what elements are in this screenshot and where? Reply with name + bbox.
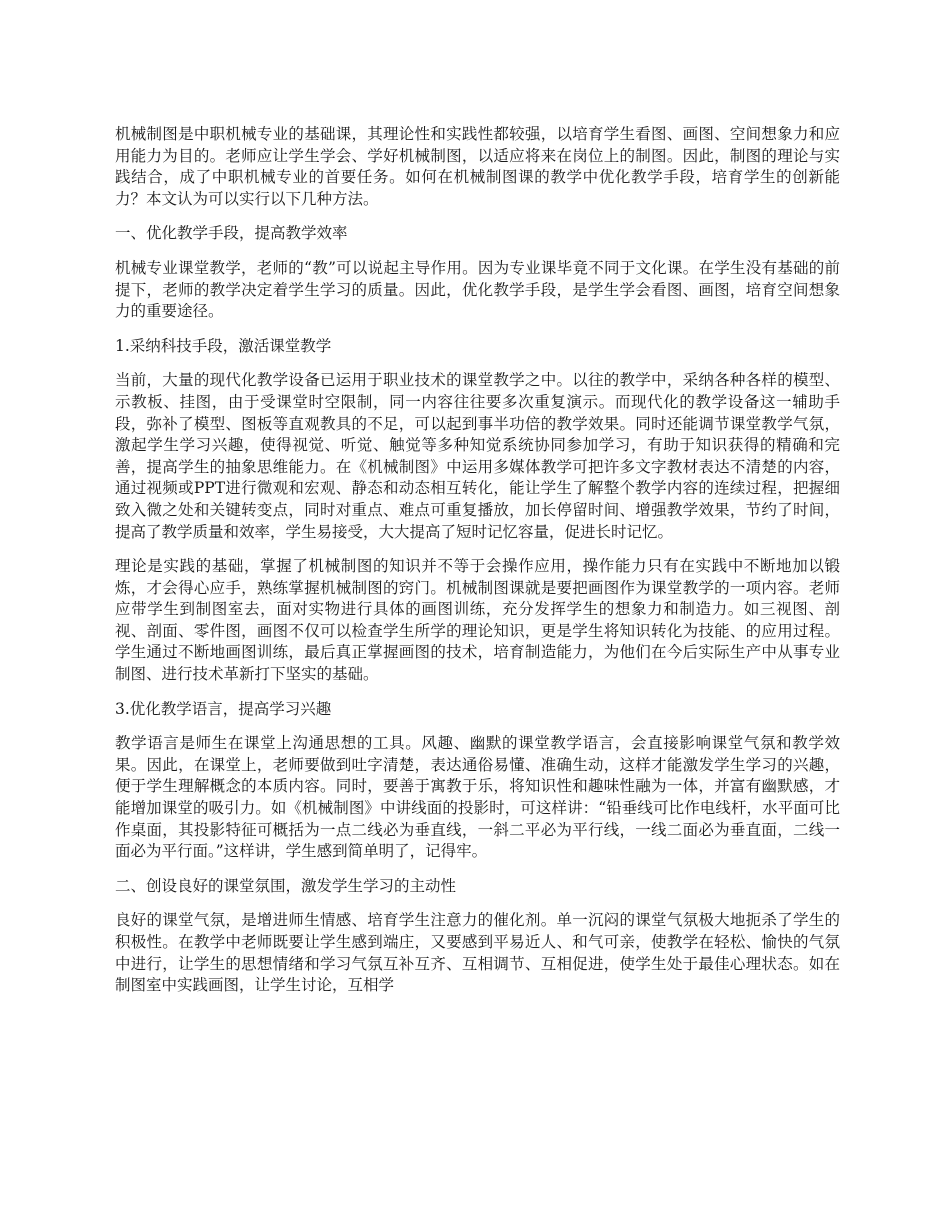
paragraph-modern-equipment: 当前，大量的现代化教学设备已运用于职业技术的课堂教学之中。以往的教学中，采纳各种各样的模型、示教板、挂图，由于受课堂时空限制，同一内容往往要多次重复演示。而现代化的教学设备这一辅助手段，弥补了模型、图板等直观教具的不足，可以起到事半功倍的教学效果。同时还能调节课堂教学气氛，激起学生学习兴趣，使得视觉、听觉、触觉等多种知觉系统协同参加学习，有助于知识获得的精确和完善，提高学生的抽象思维能力。在《机械制图》中运用多媒体教学可把许多文字教材表达不清楚的内容，通过视频或PPT进行微观和宏观、静态和动态相互转化，能让学生了解整个教学内容的连续过程，把握细致入微之处和关键转变点，同时对重点、难点可重复播放，加长停留时间、增强教学效果，节约了时间，提高了教学质量和效率，学生易接受，大大提高了短时记忆容量，促进长时记忆。 [115,371,840,541]
subsection-heading-3: 3.优化教学语言，提高学习兴趣 [115,699,332,718]
paragraph-intro: 机械制图是中职机械专业的基础课，其理论性和实践性都较强，以培育学生看图、画图、空间想象力和应用能力为目的。老师应让学生学会、学好机械制图，以适应将来在岗位上的制图。因此，制图的理论与实践结合，成了中职机械专业的首要任务。如何在机械制图课的教学中优化教学手段，培育学生的创新能力？本文认为可以实行以下几种方法。 [115,125,840,208]
paragraph-teaching-role: 机械专业课堂教学，老师的“教”可以说起主导作用。因为专业课毕竟不同于文化课。在学生没有基础的前提下，老师的教学决定着学生学习的质量。因此，优化教学手段，是学生学会看图、画图，培育空间想象力的重要途径。 [115,258,840,321]
section-heading-1: 一、优化教学手段，提高教学效率 [115,224,348,243]
paragraph-teaching-language: 教学语言是师生在课堂上沟通思想的工具。风趣、幽默的课堂教学语言，会直接影响课堂气氛和教学效果。因此，在课堂上，老师要做到吐字清楚，表达通俗易懂、准确生动，这样才能激发学生学习的兴趣，便于学生理解概念的本质内容。同时，要善于寓教于乐，将知识性和趣味性融为一体，并富有幽默感，才能增加课堂的吸引力。如《机械制图》中讲线面的投影时，可这样讲：“铅垂线可比作电线杆，水平面可比作桌面，其投影特征可概括为一点二线必为垂直线，一斜二平必为平行线，一线二面必为垂直面，二线一面必为平行面。”这样讲，学生感到简单明了，记得牢。 [115,734,840,861]
subsection-heading-1: 1.采纳科技手段，激活课堂教学 [115,336,332,355]
paragraph-theory-practice: 理论是实践的基础，掌握了机械制图的知识并不等于会操作应用，操作能力只有在实践中不断地加以锻炼，才会得心应手，熟练掌握机械制图的窍门。机械制图课就是要把画图作为课堂教学的一项内容。老师应带学生到制图室去，面对实物进行具体的画图训练，充分发挥学生的想象力和制造力。如三视图、剖视、剖面、零件图，画图不仅可以检查学生所学的理论知识，更是学生将知识转化为技能、的应用过程。学生通过不断地画图训练，最后真正掌握画图的技术，培育制造能力，为他们在今后实际生产中从事专业制图、进行技术革新打下坚实的基础。 [115,557,840,684]
document-body [115,124,840,1010]
section-heading-2: 二、创设良好的课堂氛围，激发学生学习的主动性 [115,876,457,895]
paragraph-classroom-atmosphere: 良好的课堂气氛，是增进师生情感、培育学生注意力的催化剂。单一沉闷的课堂气氛极大地扼杀了学生的积极性。在教学中老师既要让学生感到端庄，又要感到平易近人、和气可亲，使教学在轻松、愉快的气氛中进行，让学生的思想情绪和学习气氛互补互齐、互相调节、互相促进，使学生处于最佳心理状态。如在制图室中实践画图，让学生讨论，互相学 [115,911,840,995]
